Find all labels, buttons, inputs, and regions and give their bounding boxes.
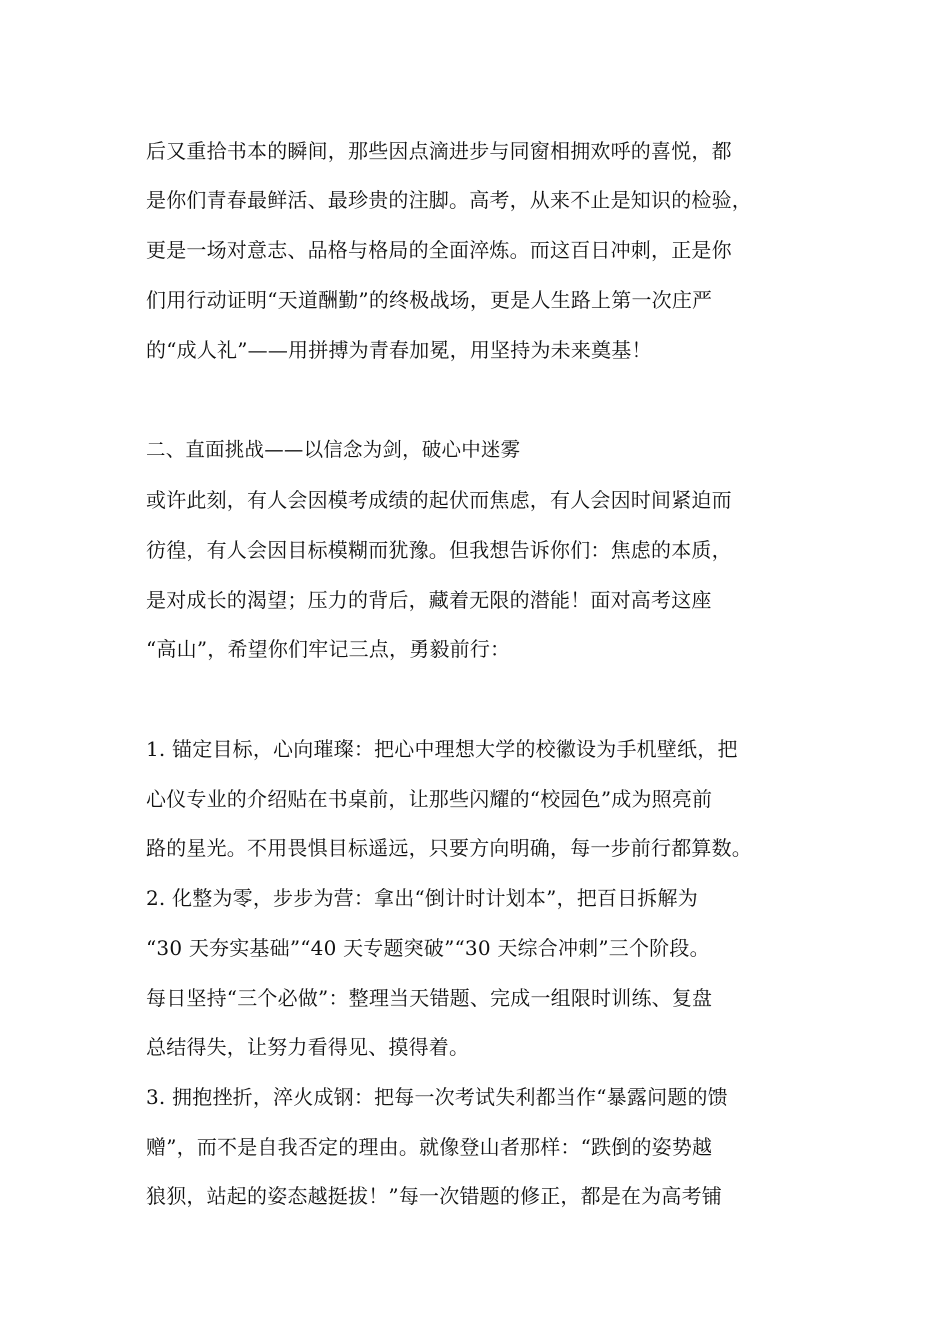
paragraph-line: 或许此刻，有人会因模考成绩的起伏而焦虑，有人会因时间紧迫而	[146, 488, 732, 512]
section-heading: 二、直面挑战——以信念为剑，破心中迷雾	[146, 438, 521, 461]
list-item-line: 赠”，而不是自我否定的理由。就像登山者那样：“跌倒的姿势越	[146, 1135, 713, 1159]
list-item-line: 3. 拥抱挫折，淬火成钢：把每一次考试失利都当作“暴露问题的馈	[146, 1085, 728, 1109]
list-item-line: 心仪专业的介绍贴在书桌前，让那些闪耀的“校园色”成为照亮前	[146, 787, 713, 811]
list-item-line: 1. 锚定目标，心向璀璨：把心中理想大学的校徽设为手机壁纸，把	[146, 737, 738, 761]
list-item-line: “30 天夯实基础”“40 天专题突破”“30 天综合冲刺”三个阶段。	[146, 936, 710, 960]
list-item-line: 路的星光。不用畏惧目标遥远，只要方向明确，每一步前行都算数。	[146, 836, 752, 860]
paragraph-line: “高山”，希望你们牢记三点，勇毅前行：	[146, 637, 511, 661]
list-item-line: 2. 化整为零，步步为营：拿出“倒计时计划本”，把百日拆解为	[146, 886, 698, 910]
paragraph-line: 的“成人礼”——用拼搏为青春加冕，用坚持为未来奠基！	[146, 338, 652, 362]
list-item-line: 总结得失，让努力看得见、摸得着。	[146, 1035, 470, 1059]
paragraph-line: 是对成长的渴望；压力的背后，藏着无限的潜能！面对高考这座	[146, 588, 712, 612]
paragraph-line: 更是一场对意志、品格与格局的全面淬炼。而这百日冲刺，正是你	[146, 238, 732, 262]
paragraph-line: 是你们青春最鲜活、最珍贵的注脚。高考，从来不止是知识的检验，	[146, 188, 752, 212]
list-item-line: 狼狈，站起的姿态越挺拔！”每一次错题的修正，都是在为高考铺	[146, 1184, 723, 1208]
paragraph-line: 后又重拾书本的瞬间，那些因点滴进步与同窗相拥欢呼的喜悦，都	[146, 139, 732, 163]
list-item-line: 每日坚持“三个必做”：整理当天错题、完成一组限时训练、复盘	[146, 986, 713, 1010]
paragraph-line: 们用行动证明“天道酬勤”的终极战场，更是人生路上第一次庄严	[146, 288, 713, 312]
paragraph-line: 彷徨，有人会因目标模糊而犹豫。但我想告诉你们：焦虑的本质，	[146, 538, 732, 562]
